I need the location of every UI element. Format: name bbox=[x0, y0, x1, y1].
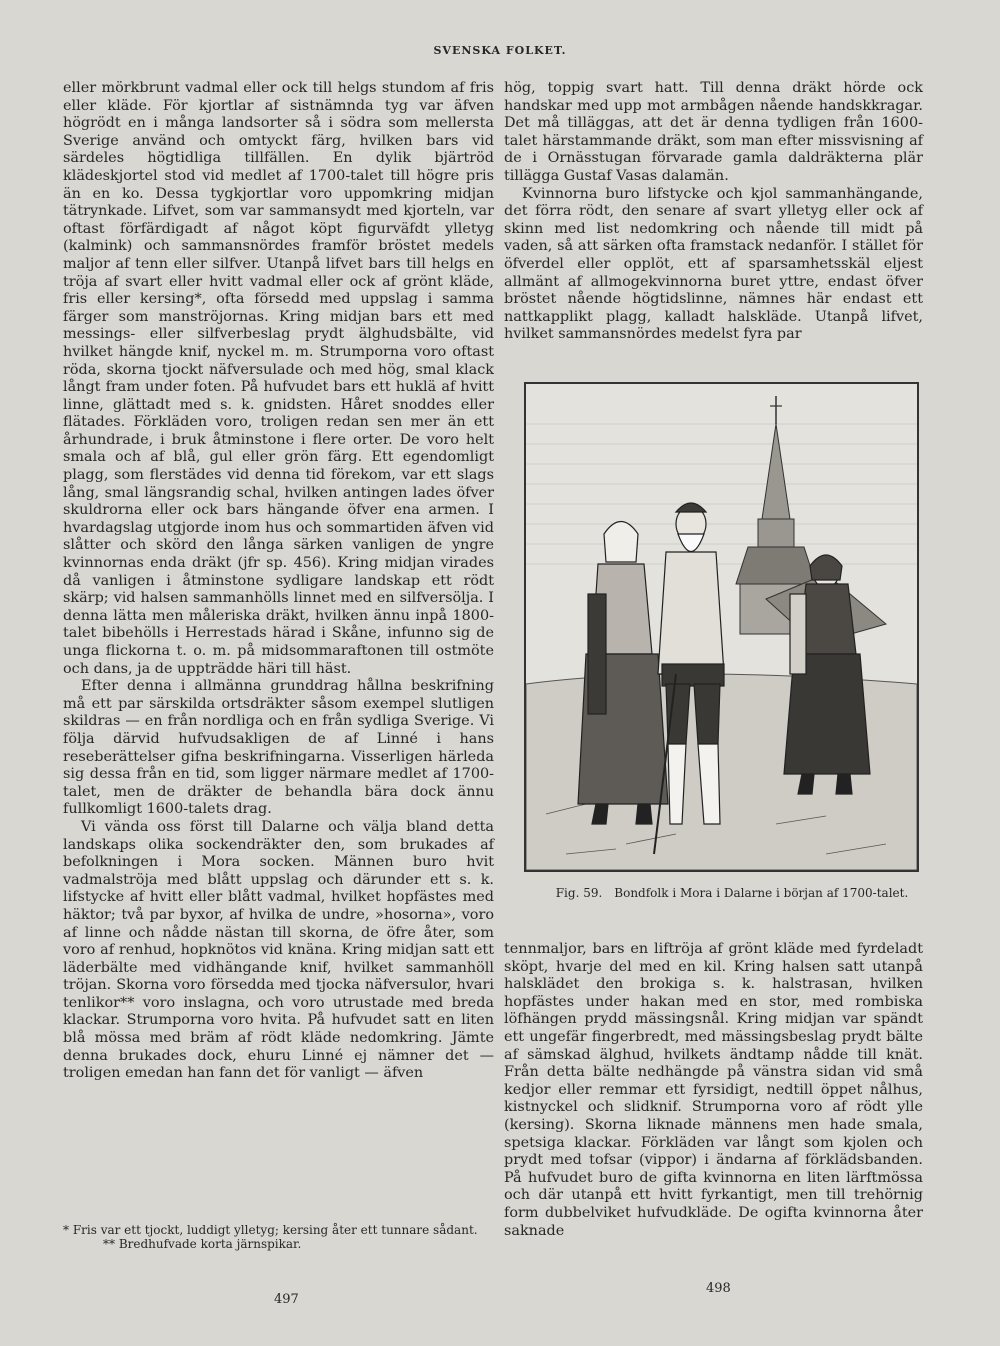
running-header: SVENSKA FOLKET. bbox=[433, 44, 567, 57]
paragraph: hög, toppig svart hatt. Till denna dräkt hörde ock handskar med upp mot armbågen nående handskkragar. Det må tilläggas, att det är denna tydligen från 1600-talet härstammande dräkt, som man efter missvisning af de i Ornässtugan förvarade gamla daldräkterna plär tillägga Gustaf Vasas dalamän. bbox=[504, 80, 923, 184]
right-column-top bbox=[504, 80, 923, 344]
right-column-bottom bbox=[504, 941, 923, 1240]
page-number-right: 498 bbox=[706, 1281, 731, 1296]
engraving-illustration bbox=[526, 384, 917, 870]
figure-label: Fig. 59. bbox=[555, 886, 603, 900]
footnote: ** Bredhufvade korta järnspikar. bbox=[103, 1237, 302, 1251]
figure-caption bbox=[552, 886, 912, 900]
paragraph: Kvinnorna buro lifstycke och kjol sammanhängande, det förra rödt, den senare af svart ylletyg eller ock af skinn med list nedomkring och nående till midt på vaden, så att särken ofta framstack nedanför. I stället för öfverdel eller opplöt, ett af sparsamhetsskäl eljest allmänt af allmogekvinnorna buret yttre, endast öfver bröstet nående högtidslinne, nämnes här endast ett nattkapplikt plagg, kalladt halskläde. Utanpå lifvet, hvilket sammansnördes medelst fyra par bbox=[504, 185, 923, 343]
caption-text: Bondfolk i Mora i Dalarne i början af 1700-talet. bbox=[614, 886, 909, 900]
left-column bbox=[63, 80, 494, 1083]
paragraph: Vi vända oss först till Dalarne och välja bland detta landskaps olika sockendräkter den, som brukades af befolkningen i Mora socken. Männen buro hvit vadmalströja med blått uppslag och därunder ett s. k. lifstycke af hvitt eller blått vadmal, hvilket hopfästes med häktor; två par byxor, af hvilka de undre, »hosorna», voro af linne och nådde nästan till skorna, de öfre åter, som voro af renhud, hopknötos vid knäna. Kring midjan satt ett läderbälte med vidhängande knif, hvilket sammanhöll tröjan. Skorna voro försedda med tjocka näfversulor, hvari tenlikor** voro inslagna, och voro utrustade med breda klackar. Strumporna voro hvita. På hufvudet satt en liten blå mössa med bräm af rödt kläde nedomkring. Jämte denna brukades dock, ehuru Linné ej nämner det — troligen emedan han fann det för vanligt — äfven bbox=[63, 818, 494, 1082]
page-number-left: 497 bbox=[274, 1292, 299, 1307]
paragraph: eller mörkbrunt vadmal eller ock till helgs stundom af fris eller kläde. För kjortlar af sistnämnda tyg var äfven högrödt en i många landsorter så i södra som mellersta Sverige använd och omtyckt färg, hvilken bars vid särdeles högtidliga tillfällen. En dylik bjärtröd klädeskjortel stod vid medlet af 1700-talet till högre pris än en ko. Dessa tygkjortlar voro uppomkring midjan tätrynkade. Lifvet, som var sammansydt med kjorteln, var oftast förfärdigadt af något köpt figurväfdt ylletyg (kalmink) och sammansnördes framför bröstet medels maljor af tenn eller silfver. Utanpå lifvet bars till helgs en tröja af svart eller hvitt vadmal eller ock af grönt kläde, fris eller kersing*, ofta försedd med uppslag i samma färger som manströjornas. Kring midjan bars ett med messings- eller silfverbeslag prydt älghudsbälte, vid hvilket hängde knif, nyckel m. m. Strumporna voro oftast röda, skorna tjockt näfversulade och med hög, smal klack långt fram under foten. På hufvudet bars ett huklä af hvitt linne, glättadt med s. k. gnidsten. Håret snoddes eller flätades. Förkläden voro, troligen redan sen mer än ett århundrade, i bruk åtminstone i flere orter. De voro helt smala och af blå, gul eller grön färg. Ett egendomligt plagg, som flerstädes vid denna tid förekom, var ett slags lång, smal längsrandig schal, hvilken antingen lades öfver skuldrorna eller ock bars hängande öfver ena armen. I hvardagslag utgjorde inom hus och sommartiden äfven vid slåtter och skörd den långa särken vanligen de yngre kvinnornas enda dräkt (jfr sp. 456). Kring midjan virades då vanligen i åtminstone sydligare landskap ett rödt skärp; vid halsen sammanhölls linnet med en silfversölja. I denna lätta men måleriska dräkt, hvilken ännu inpå 1800-talet bibehölls i Herrestads härad i Skåne, infunno sig de unga flickorna t. o. m. på midsommaraftonen till ostmöte och dans, ja de uppträdde häri till häst. bbox=[63, 80, 494, 677]
woman-figure-left bbox=[578, 522, 668, 825]
paragraph: Efter denna i allmänna grunddrag hållna beskrifning må ett par särskilda ortsdräkter såsom exempel slutligen skildras — en från nordliga och en från sydliga Sverige. Vi följa därvid hufvudsakligen de af Linné i hans reseberättelser gifna beskrifningarna. Visserligen härleda sig dessa från en tid, som ligger närmare medlet af 1700-talet, men de dräkter de behandla bära dock ännu fullkomligt 1600-talets drag. bbox=[63, 678, 494, 818]
paragraph: tennmaljor, bars en liftröja af grönt kläde med fyrdeladt sköрt, hvarje del med en kil. Kring halsen satt utanpå halsklädet den brokiga s. k. halstrasan, hvilken hopfästes under hakan med en stor, med rombiska löfhängen prydd mässingsnål. Kring midjan var spändt ett ungefär fingerbredt, med mässingsbeslag prydt bälte af sämskad älghud, hvilkets ändtamp nådde till knät. Från detta bälte nedhängde på vänstra sidan vid små kedjor eller remmar ett fyrsidigt, nedtill öppet nålhus, kistnyckel och slidknif. Strumporna voro af rödt ylle (kersing). Skorna liknade männens men hade smala, spetsiga klackar. Förkläden var långt som kjolen och prydt med tofsar (vippor) i ändarna af förklädsbanden. På hufvudet buro de gifta kvinnorna en liten lärftmössa och där utanpå ett hvitt fyrkantigt, men till trehörnig form dubbelviket hufvudkläde. De ogifta kvinnorna åter saknade bbox=[504, 941, 923, 1239]
footnote: * Fris var ett tjockt, luddigt ylletyg; kersing åter ett tunnare sådant. bbox=[63, 1223, 478, 1237]
footnotes bbox=[63, 1223, 494, 1251]
figure-illustration bbox=[524, 382, 919, 872]
